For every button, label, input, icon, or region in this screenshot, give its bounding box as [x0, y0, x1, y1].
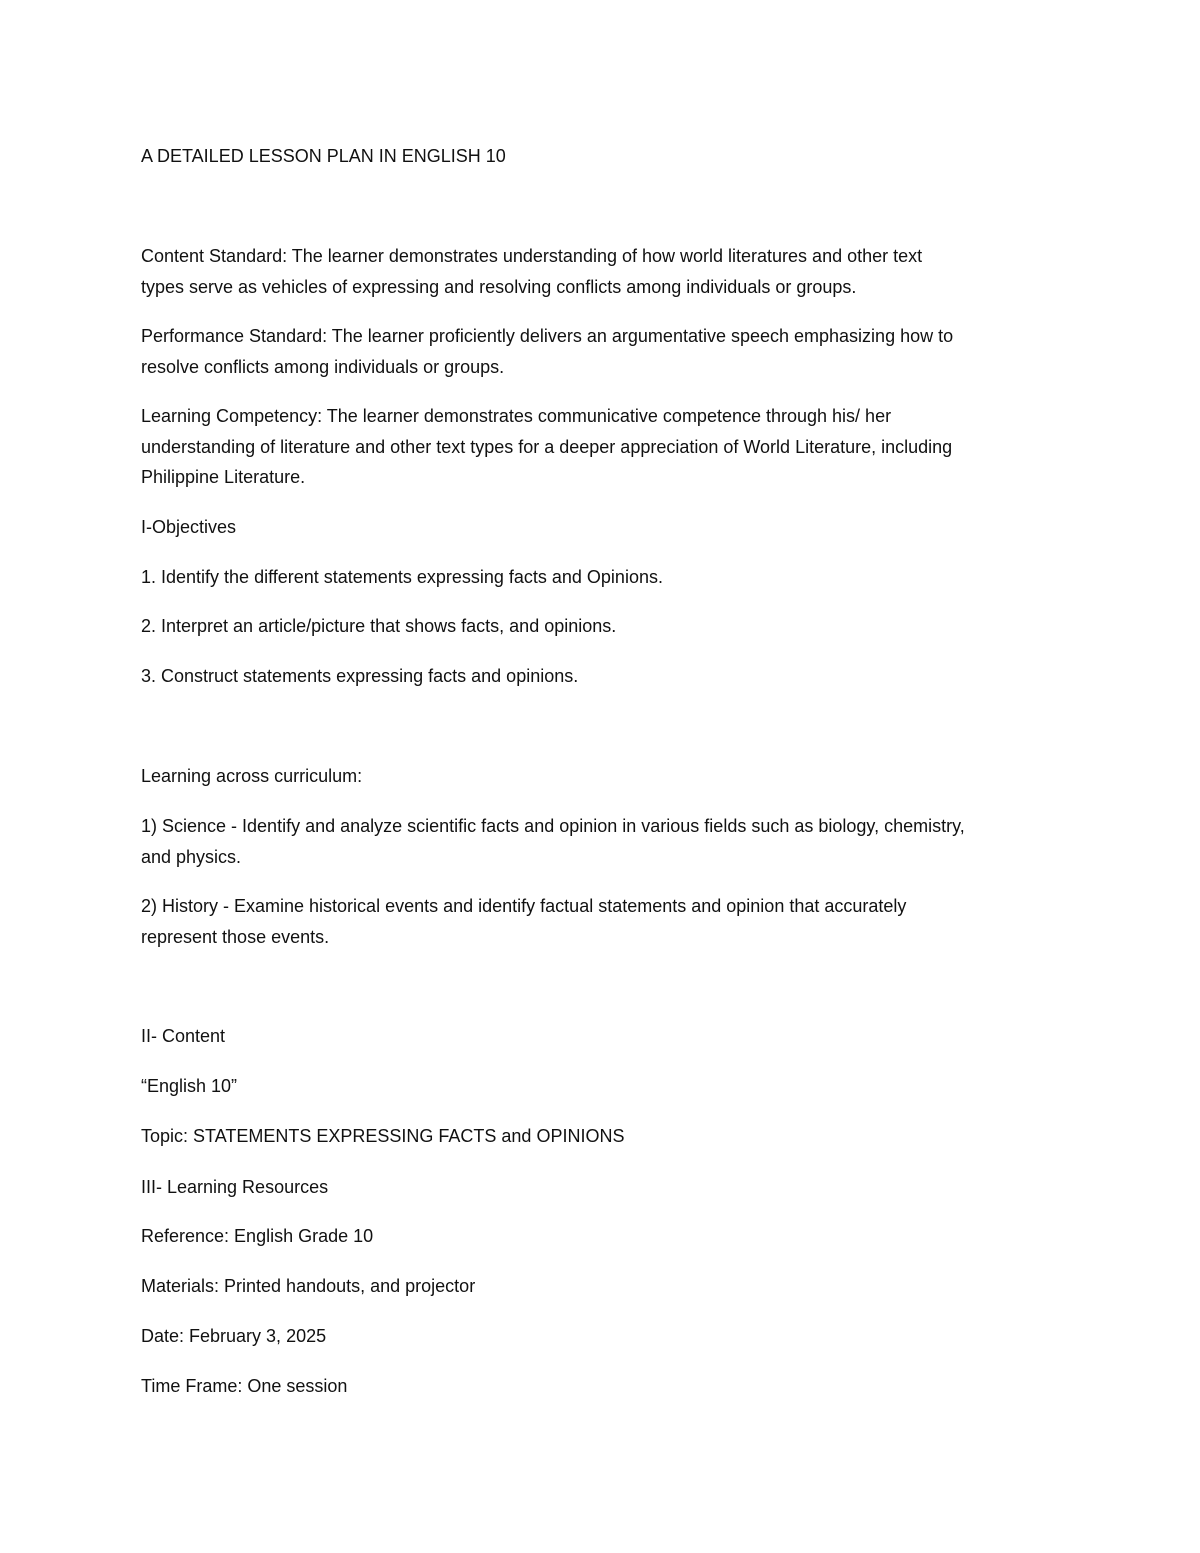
across-curriculum-science — [141, 811, 1061, 872]
objectives-heading: I-Objectives — [141, 517, 237, 537]
performance-standard — [141, 321, 1061, 382]
reference: Reference: English Grade 10 — [141, 1226, 374, 1246]
objective-item: 3. Construct statements expressing facts and opinions. — [141, 666, 579, 686]
across-curriculum-heading: Learning across curriculum: — [141, 766, 363, 786]
performance-standard-line: resolve conflicts among individuals or groups. — [141, 356, 505, 377]
materials: Materials: Printed handouts, and projector — [141, 1276, 476, 1296]
time-frame: Time Frame: One session — [141, 1376, 348, 1396]
history-line: represent those events. — [141, 926, 330, 947]
across-curriculum-history — [141, 891, 1061, 952]
content-subject: “English 10” — [141, 1076, 238, 1096]
history-line: 2) History - Examine historical events and identify factual statements and opinion that accurately — [141, 896, 907, 916]
science-line: 1) Science - Identify and analyze scientific facts and opinion in various fields such as biology, chemistry, — [141, 816, 965, 836]
science-line: and physics. — [141, 846, 242, 867]
topic: Topic: STATEMENTS EXPRESSING FACTS and OPINIONS — [141, 1126, 625, 1146]
document-title: A DETAILED LESSON PLAN IN ENGLISH 10 — [141, 146, 506, 166]
resources-heading: III- Learning Resources — [141, 1177, 329, 1197]
performance-standard-line: Performance Standard: The learner proficiently delivers an argumentative speech emphasizing how to — [141, 326, 954, 346]
content-standard — [141, 241, 1061, 302]
objective-item: 1. Identify the different statements expressing facts and Opinions. — [141, 567, 663, 587]
content-heading: II- Content — [141, 1026, 226, 1046]
objective-item: 2. Interpret an article/picture that shows facts, and opinions. — [141, 616, 617, 636]
date: Date: February 3, 2025 — [141, 1326, 327, 1346]
content-standard-line: types serve as vehicles of expressing and resolving conflicts among individuals or groups. — [141, 276, 857, 297]
learning-competency — [141, 401, 1061, 493]
learning-competency-line: Learning Competency: The learner demonstrates communicative competence through his/ her — [141, 406, 892, 426]
learning-competency-line: understanding of literature and other text types for a deeper appreciation of World Literature, including — [141, 436, 953, 457]
content-standard-line: Content Standard: The learner demonstrates understanding of how world literatures and other text — [141, 246, 923, 266]
learning-competency-line: Philippine Literature. — [141, 467, 306, 487]
